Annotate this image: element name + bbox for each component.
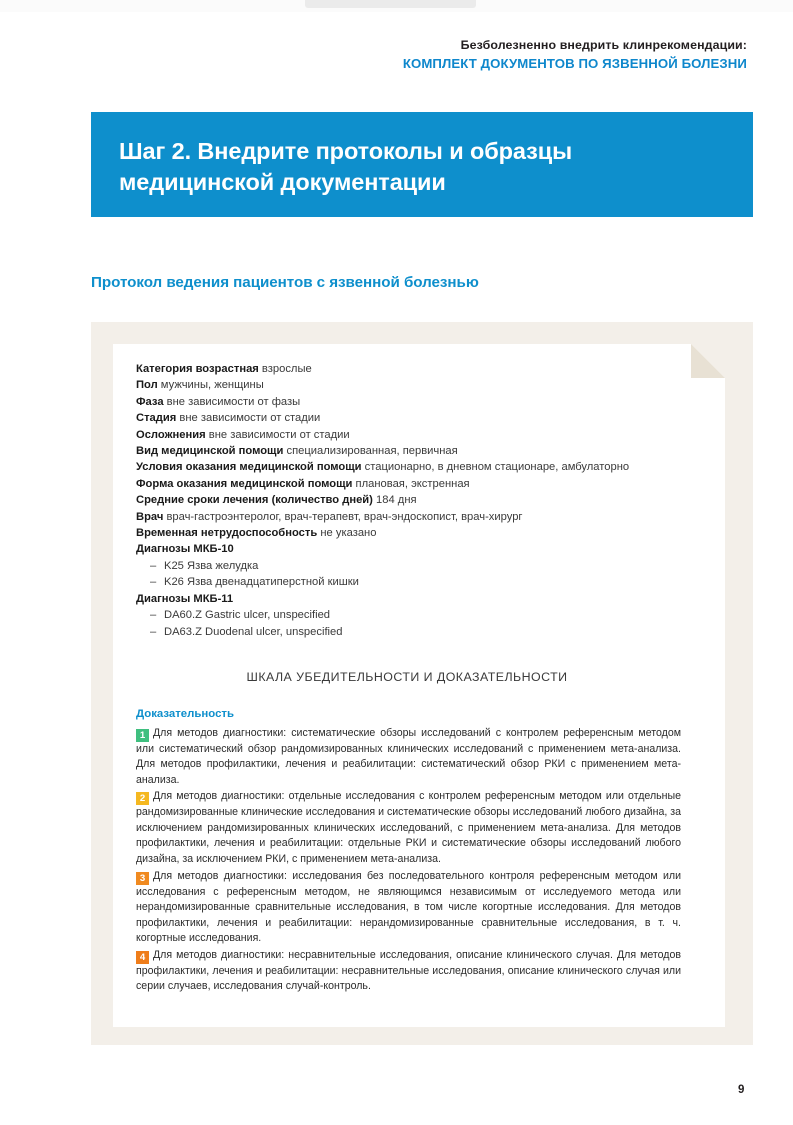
protocol-content bbox=[136, 361, 714, 995]
evidence-level-item bbox=[136, 869, 681, 947]
spec-row-key: Категория возрастная bbox=[136, 363, 259, 375]
diagnosis-item bbox=[136, 607, 714, 623]
step-banner-title: Шаг 2. Внедрите протоколы и образцы медицинской документации bbox=[119, 138, 573, 196]
spec-row bbox=[136, 361, 714, 377]
spec-row-value: врач-гастроэнтеролог, врач-терапевт, врач-эндоскопист, врач-хирург bbox=[163, 510, 523, 523]
spec-row bbox=[136, 377, 714, 393]
section-title: Протокол ведения пациентов с язвенной болезнью bbox=[91, 274, 479, 291]
evidence-level-text: Для методов диагностики: исследования без последовательного контроля референсным методом или исследования с референсным методом, не являющимся независимым от исследуемого метода или нерандомизированные сравнительные исследования, в том числе когортные исследования. Для методов профилактики, лечения и реабилитации: нерандомизированные сравнительные исследования, в т. ч. когортные исследования. bbox=[136, 869, 681, 945]
running-header-line1: Безболезненно внедрить клинрекомендации: bbox=[460, 38, 747, 52]
spec-row-value: взрослые bbox=[258, 363, 312, 375]
spec-row-value: вне зависимости от стадии bbox=[205, 428, 350, 441]
evidence-level-badge: 2 bbox=[136, 792, 149, 805]
spec-row-key: Условия оказания медицинской помощи bbox=[136, 461, 362, 474]
diagnosis-item-text: K26 Язва двенадцатиперстной кишки bbox=[164, 576, 359, 589]
diagnoses-group-label: Диагнозы МКБ-10 bbox=[136, 543, 234, 556]
list-dash-icon: – bbox=[150, 625, 157, 638]
spec-row bbox=[136, 476, 714, 492]
spec-row-key: Форма оказания медицинской помощи bbox=[136, 477, 353, 490]
running-header-line2: КОМПЛЕКТ ДОКУМЕНТОВ ПО ЯЗВЕННОЙ БОЛЕЗНИ bbox=[402, 55, 747, 71]
diagnosis-item bbox=[136, 558, 714, 574]
evidence-level-badge: 4 bbox=[136, 951, 149, 964]
spec-row-value: стационарно, в дневном стационаре, амбулаторно bbox=[361, 461, 630, 474]
diagnosis-item bbox=[136, 574, 714, 590]
diagnosis-item-text: DA63.Z Duodenal ulcer, unspecified bbox=[164, 625, 343, 638]
scale-heading: ШКАЛА УБЕДИТЕЛЬНОСТИ И ДОКАЗАТЕЛЬНОСТИ bbox=[246, 669, 568, 684]
evidence-label: Доказательность bbox=[136, 707, 234, 720]
spec-row-key: Врач bbox=[136, 510, 164, 523]
spec-row-value: плановая, экстренная bbox=[352, 477, 470, 490]
spec-row-key: Средние сроки лечения (количество дней) bbox=[136, 494, 373, 507]
viewer-scroll-pill[interactable] bbox=[305, 0, 476, 8]
evidence-level-text: Для методов диагностики: отдельные исследования с контролем референсным методом или отдельные рандомизированные клинические исследования и систематические обзоры исследований любого дизайна, за исключением рандомизированных клинических исследований, с применением мета-анализа. Для методов профилактики, лечения и реабилитации: отдельные РКИ и систематические обзоры исследований любого дизайна, за исключением РКИ, с применением мета-анализа. bbox=[136, 790, 681, 865]
evidence-level-text: Для методов диагностики: несравнительные исследования, описание клинического случая. Для методов профилактики, лечения и реабилитации: несравнительные исследования, описание клинического случая или серии случаев, исследования случай-контроль. bbox=[136, 948, 681, 993]
spec-row-value: специализированная, первичная bbox=[283, 445, 458, 458]
evidence-levels-list bbox=[136, 726, 714, 995]
evidence-level-item bbox=[136, 726, 681, 789]
evidence-level-item bbox=[136, 948, 681, 995]
diagnosis-item bbox=[136, 624, 714, 640]
spec-row bbox=[136, 427, 714, 443]
evidence-level-item bbox=[136, 789, 681, 867]
page-number: 9 bbox=[738, 1084, 745, 1096]
protocol-spec-list bbox=[136, 361, 714, 640]
spec-row bbox=[136, 492, 714, 508]
spec-row bbox=[136, 525, 714, 541]
spec-row-value: 184 дня bbox=[372, 494, 417, 507]
list-dash-icon: – bbox=[150, 576, 157, 589]
spec-row-key: Осложнения bbox=[136, 428, 206, 441]
viewer-top-strip bbox=[0, 0, 793, 12]
evidence-level-badge: 3 bbox=[136, 872, 149, 885]
diagnoses-group-label: Диагнозы МКБ-11 bbox=[136, 592, 234, 605]
spec-row bbox=[136, 410, 714, 426]
list-dash-icon: – bbox=[150, 559, 157, 572]
evidence-level-badge: 1 bbox=[136, 729, 149, 742]
spec-row-key: Пол bbox=[136, 379, 158, 392]
evidence-level-text: Для методов диагностики: систематические обзоры исследований с контролем референсным методом или систематический обзор рандомизированных клинических исследований с применением мета-анализа. Для методов профилактики, лечения и реабилитации: систематический обзор РКИ с применением мета-анализа. bbox=[136, 726, 681, 786]
running-header bbox=[403, 38, 747, 73]
list-dash-icon: – bbox=[150, 609, 157, 622]
spec-row-value: не указано bbox=[317, 527, 377, 540]
spec-row-value: вне зависимости от стадии bbox=[176, 412, 321, 425]
spec-row-key: Стадия bbox=[136, 412, 177, 425]
spec-row bbox=[136, 443, 714, 459]
spec-row-key: Фаза bbox=[136, 395, 164, 408]
spec-row-key: Вид медицинской помощи bbox=[136, 445, 284, 458]
diagnosis-item-text: K25 Язва желудка bbox=[164, 559, 259, 572]
step-banner bbox=[91, 112, 753, 217]
spec-row bbox=[136, 459, 714, 475]
spec-row-value: вне зависимости от фазы bbox=[163, 395, 301, 408]
spec-row bbox=[136, 394, 714, 410]
spec-row-value: мужчины, женщины bbox=[157, 379, 264, 392]
diagnosis-item-text: DA60.Z Gastric ulcer, unspecified bbox=[164, 609, 331, 622]
spec-row bbox=[136, 509, 714, 525]
spec-row-key: Временная нетрудоспособность bbox=[136, 527, 318, 540]
